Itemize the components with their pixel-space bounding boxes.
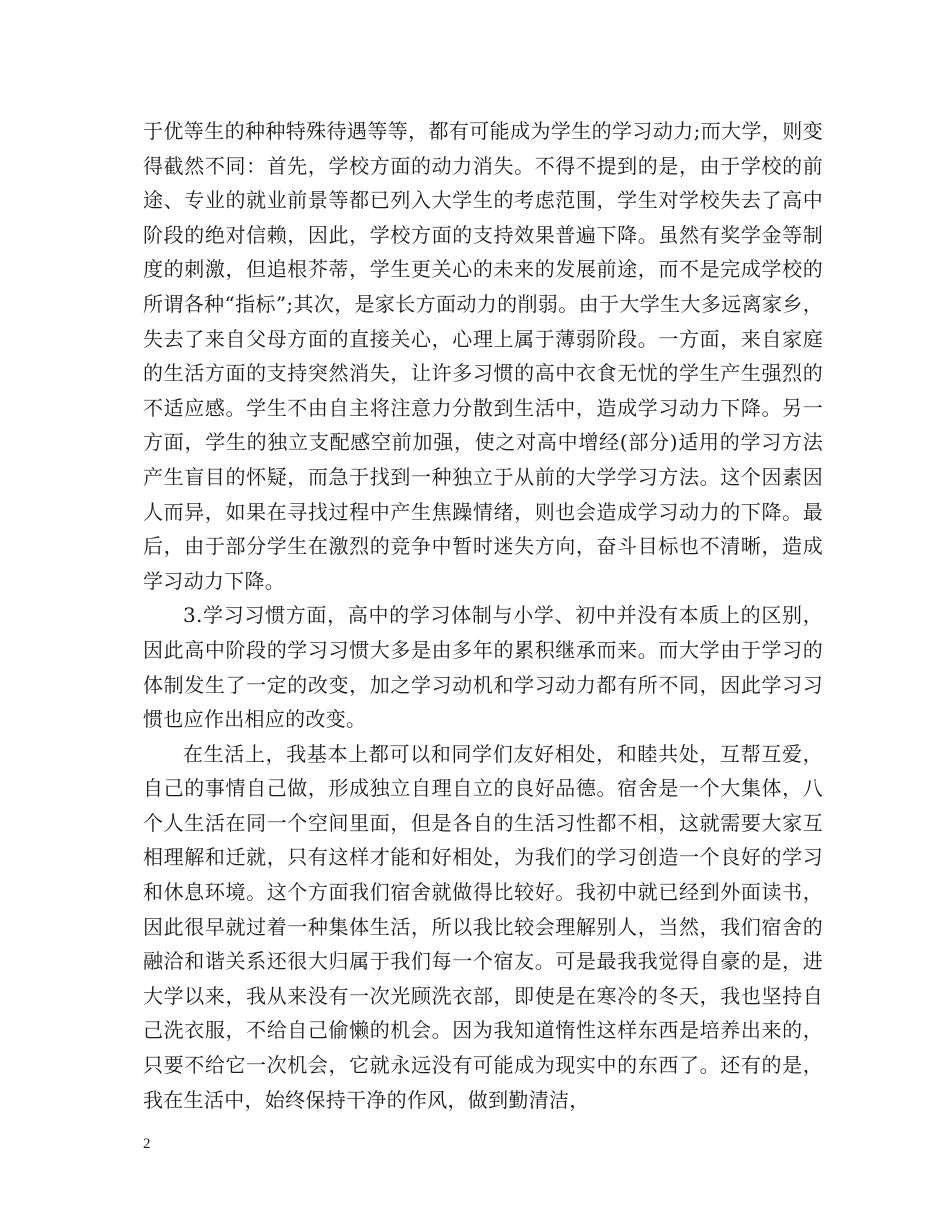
page-number: 2 — [143, 1136, 151, 1152]
paragraph-3: 在生活上，我基本上都可以和同学们友好相处，和睦共处，互帮互爱，自己的事情自己做，形成独立自理自立的良好品德。宿舍是一个大集体，八个人生活在同一个空间里面，但是各自的生活习性都不相，这就需要大家互相理解和迁就，只有这样才能和好相处，为我们的学习创造一个良好的学习和休息环境。这个方面我们宿舍就做得比较好。我初中就已经到外面读书，因此很早就过着一种集体生活，所以我比较会理解别人，当然，我们宿舍的融洽和谐关系还很大归属于我们每一个宿友。可是最我我觉得自豪的是，进大学以来，我从来没有一次光顾洗衣部，即使是在寒冷的冬天，我也坚持自己洗衣服，不给自己偷懒的机会。因为我知道惰性这样东西是培养出来的，只要不给它一次机会，它就永远没有可能成为现实中的东西了。还有的是，我在生活中，始终保持干净的作风，做到勤清洁， — [143, 741, 823, 1112]
paragraph-2: 3.学习习惯方面，高中的学习体制与小学、初中并没有本质上的区别，因此高中阶段的学习习惯大多是由多年的累积继承而来。而大学由于学习的体制发生了一定的改变，加之学习动机和学习动力都有所不同，因此学习习惯也应作出相应的改变。 — [143, 603, 823, 732]
body-text — [143, 114, 823, 1117]
paragraph-1: 于优等生的种种特殊待遇等等，都有可能成为学生的学习动力;而大学，则变得截然不同：首先，学校方面的动力消失。不得不提到的是，由于学校的前途、专业的就业前景等都已列入大学生的考虑范围，学生对学校失去了高中阶段的绝对信赖，因此，学校方面的支持效果普遍下降。虽然有奖学金等制度的刺激，但追根芥蒂，学生更关心的未来的发展前途，而不是完成学校的所谓各种“指标”;其次，是家长方面动力的削弱。由于大学生大多远离家乡，失去了来自父母方面的直接关心，心理上属于薄弱阶段。一方面，来自家庭的生活方面的支持突然消失，让许多习惯的高中衣食无忧的学生产生强烈的不适应感。学生不由自主将注意力分散到生活中，造成学习动力下降。另一方面，学生的独立支配感空前加强，使之对高中增经(部分)适用的学习方法产生盲目的怀疑，而急于找到一种独立于从前的大学学习方法。这个因素因人而异，如果在寻找过程中产生焦躁情绪，则也会造成学习动力的下降。最后，由于部分学生在激烈的竞争中暂时迷失方向，奋斗目标也不清晰，造成学习动力下降。 — [143, 119, 823, 593]
